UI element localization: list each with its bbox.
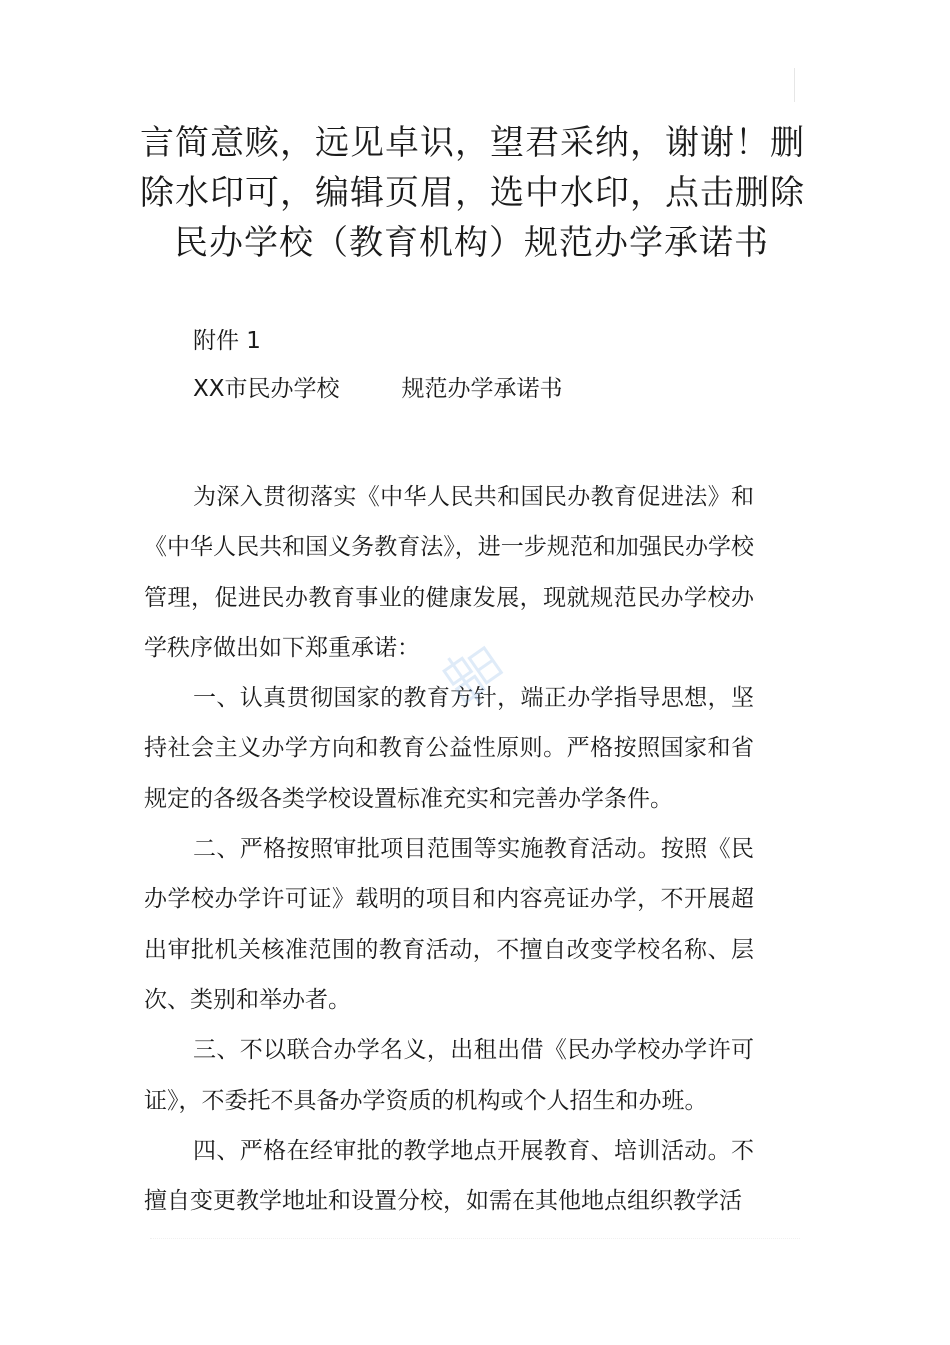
paragraph-intro: 为深入贯彻落实《中华人民共和国民办教育促进法》和《中华人民共和国义务教育法》，进一步规范和加强民办学校管理，促进民办教育事业的健康发展，现就规范民办学校办学秩序做出如下郑重承诺： [144,484,754,661]
page-footer-divider [150,1238,800,1240]
page-corner-mark [794,68,795,102]
paragraph-2: 二、严格按照审批项目范围等实施教育活动。按照《民办学校办学许可证》载明的项目和内容亮证办学，不开展超出审批机关核准范围的教育活动，不擅自改变学校名称、层次、类别和举办者。 [144,836,754,1013]
title-line-2: 除水印可，编辑页眉，选中水印，点击删除 [140,173,805,213]
subtitle-right: 规范办学承诺书 [401,376,563,402]
subtitle-left: XX市民办学校 [193,376,340,402]
body-text [144,472,754,1226]
document-title [140,118,805,268]
paragraph-4: 四、严格在经审批的教学地点开展教育、培训活动。不擅自变更教学地址和设置分校，如需在其他地点组织教学活 [144,1137,754,1215]
title-line-1: 言简意赅，远见卓识，望君采纳，谢谢！删 [140,123,805,163]
annex-label: 附件 1 [193,328,261,354]
subtitle [193,372,563,406]
paragraph-3: 三、不以联合办学名义，出租出借《民办学校办学许可证》，不委托不具备办学资质的机构或个人招生和办班。 [144,1037,754,1114]
title-line-3: 民办学校（教育机构）规范办学承诺书 [174,223,769,263]
paragraph-1: 一、认真贯彻国家的教育方针，端正办学指导思想，坚持社会主义办学方向和教育公益性原则。严格按照国家和省规定的各级各类学校设置标准充实和完善办学条件。 [144,685,754,812]
